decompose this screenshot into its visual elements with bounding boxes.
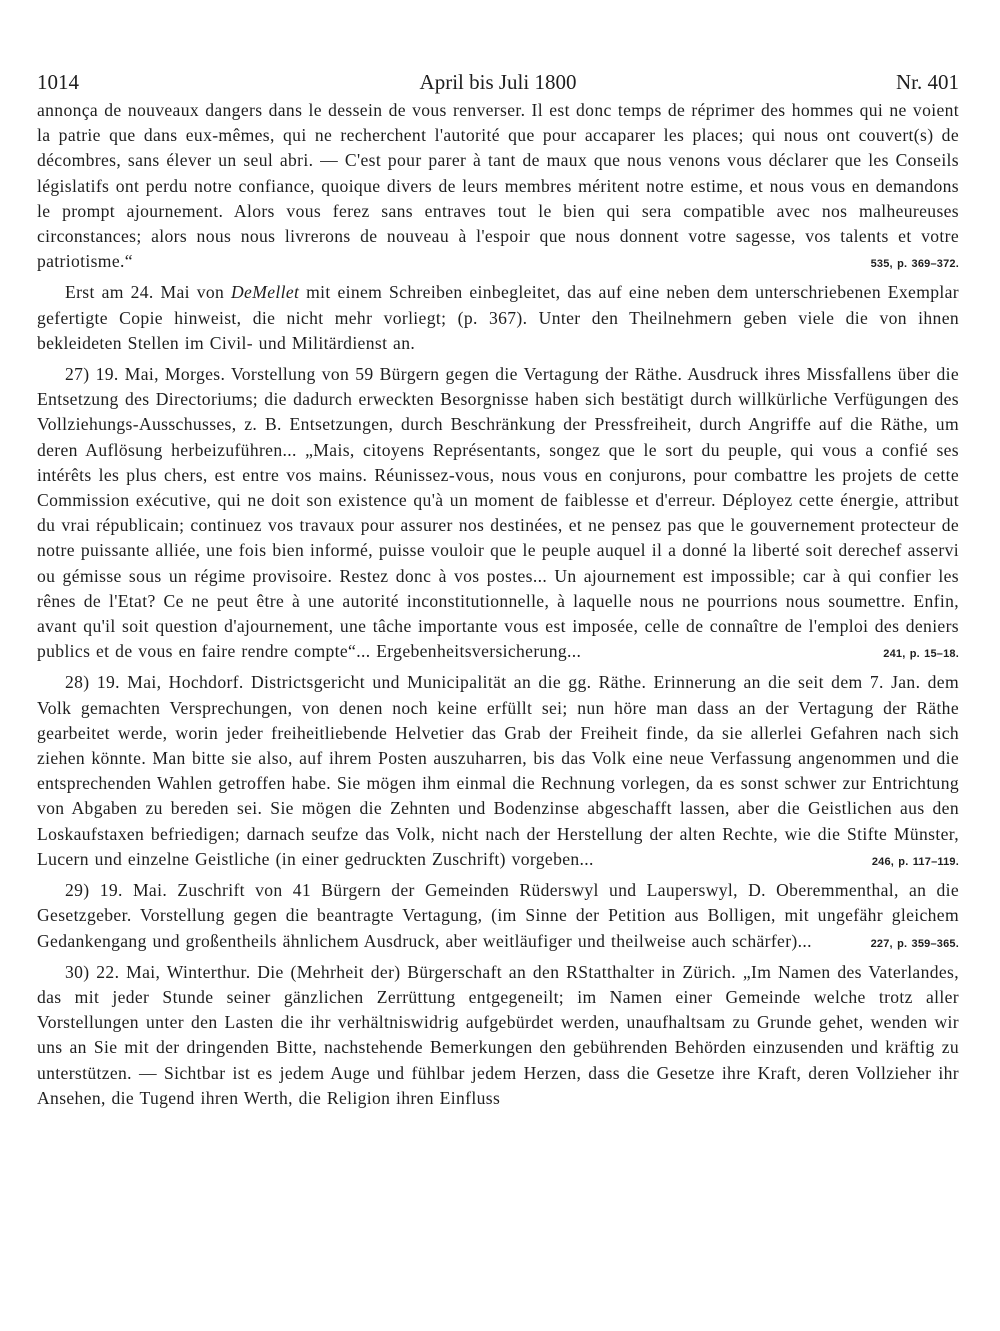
paragraph-text: 28) 19. Mai, Hochdorf. Districtsgericht und Municipalität an die gg. Räthe. Erinnerung an die seit dem 7. Jan. dem Volk gemachten Versprechungen, von denen noch keine erfüllt sei; nun höre man dass an der Vertagung der Räthe gearbeitet werde, worin jeder freiheitliebende Helvetier das Grab der Freiheit finde, da sie allerlei Gefahren nach sich ziehen könnte. Man bitte sie also, auf ihrem Posten auszuharren, bis das Volk eine neue Verfassung angenommen und die entsprechenden Wahlen getroffen habe. Sie mögen ihm einmal die Rechnung vorlegen, da es sonst schwer zur Entrichtung von Abgaben zu bereden sei. Sie mögen die Zehnten und Bodenzinse abgeschafft lassen, aber die Geistlichen aus den Loskaufstaxen befriedigen; darnach seufze das Volk, nicht nach der Herstellung der alten Rechte, wie die Stifte Münster, Lucern und einzelne Geistliche (in einer gedruckten Zuschrift) vorgeben... <box>37 672 959 869</box>
paragraph-entry-30 <box>37 960 959 1111</box>
paragraph-continuation <box>37 98 959 274</box>
paragraph-text: annonça de nouveaux dangers dans le dessein de vous renverser. Il est donc temps de réprimer des hommes qui ne voient la patrie que dans eux-mêmes, qui ne recherchent l'autorité que pour accaparer les places; qui nous ont couvert(s) de décombres, sans élever un seul abri. — C'est pour parer à tant de maux que nous venons vous déclarer que les Conseils législatifs ont perdu notre confiance, quoique divers de leurs membres méritent notre estime, et nous vous en demandons le prompt ajournement. Alors vous ferez sans entraves tout le bien qui sera compatible avec nos malheureuses circonstances; alors nous nous livrerons de nouveau à l'espoir que nous donnent votre sagesse, vos talents et votre patriotisme.“ <box>37 100 959 272</box>
entry-number: Nr. 401 <box>896 70 959 94</box>
paragraph-entry-27 <box>37 362 959 664</box>
paragraph-entry-29 <box>37 878 959 954</box>
paragraph-text: Erst am 24. Mai von <box>65 282 231 303</box>
source-reference: 227, p. 359–365. <box>870 937 959 950</box>
running-title: April bis Juli 1800 <box>419 70 577 94</box>
paragraph-note <box>37 280 959 356</box>
paragraph-text: 29) 19. Mai. Zuschrift von 41 Bürgern der Gemeinden Rüderswyl und Lauperswyl, D. Oberemmenthal, an die Gesetzgeber. Vorstellung gegen die beantragte Vertagung, (im Sinne der Petition aus Bolligen, mit ungefähr gleichem Gedankengang und großentheils ähnlichem Ausdruck, aber weitläufiger und theilweise auch schärfer)... <box>37 880 959 951</box>
book-page <box>37 62 959 1322</box>
page-number: 1014 <box>37 70 79 94</box>
person-name: DeMellet <box>231 282 300 303</box>
source-reference: 246, p. 117–119. <box>871 855 959 868</box>
source-reference: 241, p. 15–18. <box>883 648 959 661</box>
paragraph-entry-28 <box>37 670 959 872</box>
paragraph-text: 27) 19. Mai, Morges. Vorstellung von 59 Bürgern gegen die Vertagung der Räthe. Ausdruck ihres Missfallens über die Entsetzung des Directoriums; die dadurch erweckten Besorgnisse haben sich bestätigt durch willkürliche Verfügungen des Vollziehungs-Ausschusses, z. B. Entsetzungen, durch Beschränkung der Pressfreiheit, durch Angriffe auf die Räthe, um deren Auflösung herbeizuführen... „Mais, citoyens Représentants, songez que le sort du peuple, qui vous a confié ses intérêts les plus chers, est entre vos mains. Réunissez-vous, nous vous en conjurons, pour combattre les projets de cette Commission exécutive, qui ne doit son existence qu'à un moment de faiblesse et d'erreur. Déployez cette énergie, attribut du vrai républicain; continuez vos travaux pour assurer nos destinées, et ne pensez pas que le gouvernement protecteur de notre puissante alliée, une fois bien informé, puisse vouloir que le peuple auquel il a donné la liberté soit derechef asservi ou gémisse sous un régime provisoire. Restez donc à vos postes... Un ajournement est impossible; car à qui confier les rênes de l'Etat? Ce ne peut être à une autorité inconstitutionnelle, à laquelle nous ne pourrions nous soumettre. Enfin, avant qu'il soit question d'ajournement, une tâche importante vous est imposée, celle de connaître de l'emploi des deniers publics et de vous en faire rendre compte“... Ergebenheitsversicherung... <box>37 364 959 662</box>
source-reference: 535, p. 369–372. <box>870 258 959 271</box>
paragraph-text: mit einem Schreiben einbegleitet, das auf eine neben dem unterschriebenen Exemplar gefertigte Copie hinweist, die nicht mehr vorliegt; (p. 367). Unter den Theilnehmern geben viele die von ihnen bekleideten Stellen im Civil- und Militärdienst an. <box>37 282 959 353</box>
body-text <box>37 98 959 1111</box>
paragraph-text: 30) 22. Mai, Winterthur. Die (Mehrheit der) Bürgerschaft an den RStatthalter in Zürich. „Im Namen des Vaterlandes, das mit jeder Stunde seiner gänzlichen Zerrüttung entgegeneilt; im Namen einer Gemeinde welche trotz aller Vorstellungen unter den Lasten die ihr verhältniswidrig aufgebürdet werden, unaufhaltsam zu Grunde gehet, wenden wir uns an Sie mit der dringenden Bitte, nachstehende Bemerkungen den gebührenden Behörden einzusenden und kräftig zu unterstützen. — Sichtbar ist es jedem Auge und fühlbar jedem Herzen, dass die Gesetze ihre Kraft, deren Vollzieher ihr Ansehen, die Tugend ihren Werth, die Religion ihren Einfluss <box>37 961 959 1108</box>
running-header <box>37 62 959 98</box>
